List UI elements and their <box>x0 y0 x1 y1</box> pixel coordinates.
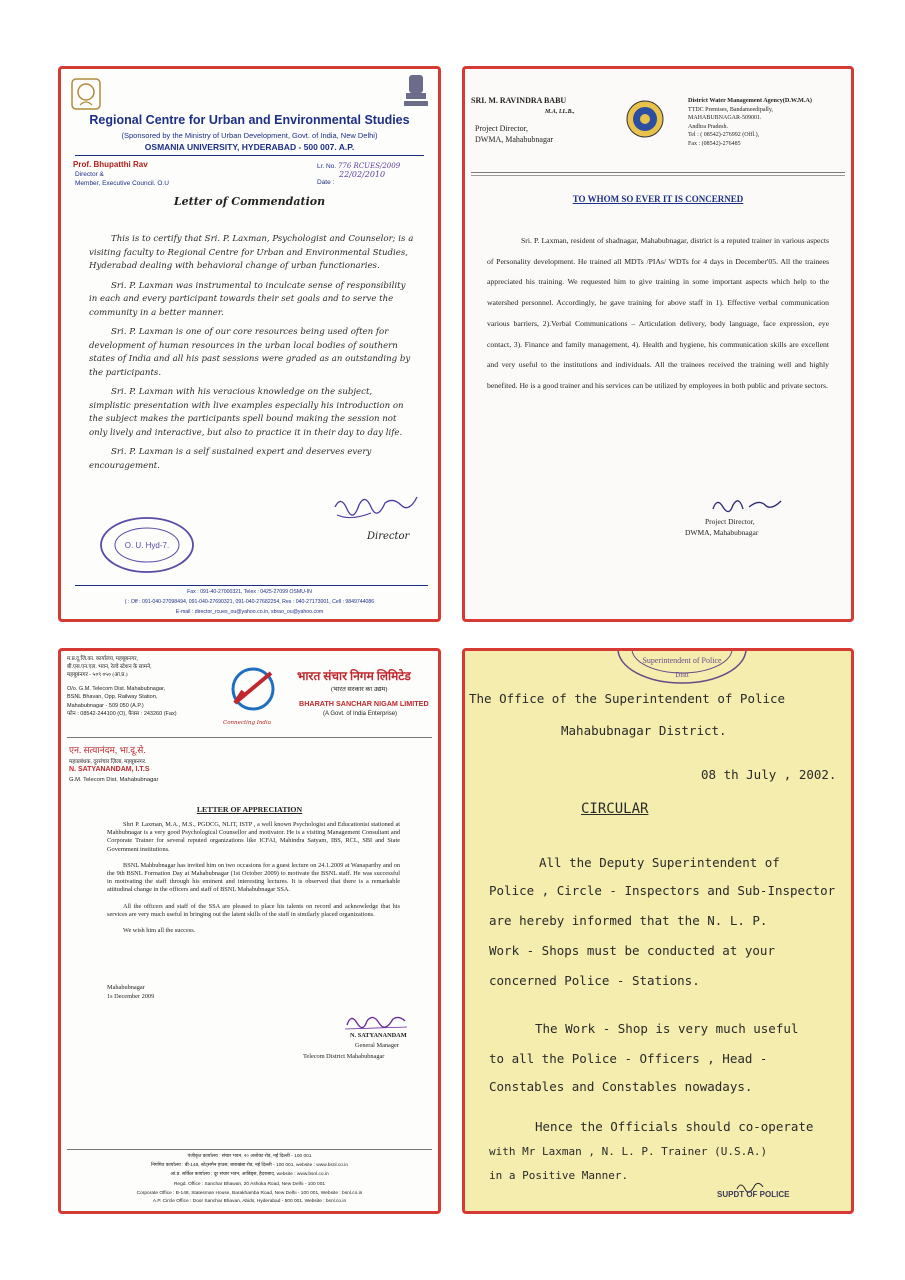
supdt-label: SUPDT OF POLICE <box>717 1190 790 1199</box>
letter-body <box>89 233 416 479</box>
circular-line: with Mr Laxman , N. L. P. Trainer (U.S.A.) <box>489 1145 768 1158</box>
sign-role: General Manager <box>355 1042 399 1049</box>
agency-line: TTDC Premises, Bandameedipally, <box>688 106 773 113</box>
hindi-address-line: बी.एस.एन.एल. भवन, रेल्वे स्टेशन के सामने, <box>67 664 152 670</box>
footer-line: A.P. Circle Office : Door Sanchar Bhavan, Abids, Hyderabad - 500 001. Website : bsnl.co.in <box>152 1199 347 1204</box>
director-signature-icon <box>331 487 421 527</box>
bsnl-logo-icon <box>225 663 281 721</box>
letter-place: Mahabubnagar <box>107 984 145 991</box>
address-line: फोन : 08542-244100 (O), फैक्स : 243260 (Fax) <box>67 710 177 717</box>
institution-seal-icon <box>97 515 197 575</box>
police-stamp-icon <box>613 648 751 687</box>
bsnl-letter-panel <box>58 648 441 1214</box>
prof-name: Prof. Bhupatthi Rav <box>73 160 148 169</box>
district-heading: Mahabubnagar District. <box>561 723 727 738</box>
footer-line: Regd. Office : Sanchar Bhawan, 20 Ashoka Road, New Delhi - 100 001 <box>173 1182 326 1187</box>
svg-text:Superintendent of Police: Superintendent of Police <box>642 656 722 665</box>
footer-fax: Fax : 091-40-27000321, Telex : 0425-27099 OSMU-IN <box>187 589 312 595</box>
sign-name: N. SATYANANDAM <box>350 1032 407 1039</box>
org-name: Regional Centre for Urban and Environmental Studies <box>89 113 410 127</box>
bsnl-hindi-name: भारत संचार निगम लिमिटेड <box>297 669 411 683</box>
paragraph: Shri P. Laxman, M.A., M.S., PGDCG, NLIT, ISTP , a well known Psychologist and Educationist stationed at Mahbubnagar is a very good Psychological Counsellor and motivator. He is a visiting Management Consultant and Corporate Trainer for several reputed organizations like ICFAI, Mahindra Satyam, IBS, RCL, SBI and State Government institutions. <box>107 821 400 853</box>
paragraph: Sri. P. Laxman with his veracious knowledge on the subject, simplistic presentation with live examples especially his introduction on the subject makes the participants spell bound making the session not only lively and interactive, but also to practice it in their day to day life. <box>89 387 404 438</box>
letter-body: Sri. P. Laxman, resident of shadnagar, Mahabubnagar, district is a reputed trainer in various aspects of Personality development. He trained all MDTs /PIAs/ WDTs for 4 days in December'05. All the trainees appreciated his training. We requested him to give training in some important aspects which help to the watershed personnel. Accordingly, he gave training for above staff in 1). Effective verbal communication various barriers, 2).Verbal Communications – Articulation delivery, body language, face expression, eye contact, 3). Finance and family management, 4). Health and hygiene, his communication skills are excellent and very useful to the institutions and individuals. All the trainees received the training well and highly benefited. He is a good trainer and his services can be utilized by employees in both public and private sectors. <box>487 236 829 390</box>
hindi-address-line: म.प्र.दू.जि.का. कार्यालय, महबूबनगर, <box>67 656 138 662</box>
letter-date: 1s December 2009 <box>107 993 155 1000</box>
bsnl-english-name: BHARATH SANCHAR NIGAM LIMITED <box>299 699 429 708</box>
agency-block <box>688 97 812 149</box>
logo-tagline: Connecting India <box>223 720 271 726</box>
letter-title: LETTER OF APPRECIATION <box>196 805 303 814</box>
police-circular-panel <box>462 648 854 1214</box>
prof-role-1: Director & <box>75 171 104 178</box>
gm-signature-icon <box>341 1011 411 1033</box>
bsnl-govt: (A Govt. of India Enterprise) <box>323 711 398 717</box>
header-rule <box>471 172 845 173</box>
address-line: Mahabubnagar - 509 050 (A.P.) <box>67 702 144 709</box>
agency-line: MAHABUBNAGAR-509001. <box>688 115 762 122</box>
letter-body <box>107 821 400 943</box>
footer-email: E-mail : director_rcues_ou@yahoo.co.in, sbrao_ou@yahoo.com <box>175 609 324 615</box>
circular-line: are hereby informed that the N. L. P. <box>489 913 768 928</box>
hindi-address-line: महबूबनगर - ५०९ ०५० (आ.प्र.) <box>67 672 128 678</box>
footer-rule <box>67 1149 432 1150</box>
english-address <box>67 685 177 718</box>
header-rule <box>75 155 424 156</box>
sender-office: DWMA, Mahabubnagar <box>475 135 554 144</box>
date-label: Date : <box>317 179 335 186</box>
circular-line: Police , Circle - Inspectors and Sub-Inspector <box>489 883 836 898</box>
sign-district: Telecom District Mahabubnagar <box>303 1053 385 1060</box>
address-line: O/o. G.M. Telecom Dist. Mahabubnagar, <box>67 686 166 692</box>
director-label: Director <box>367 531 410 542</box>
header-rule-thin <box>471 175 845 176</box>
paragraph: Sri. P. Laxman is one of our core resources being used often for development of human resources in the urban local bodies of southern states of India and all his past sessions were graded as an outstanding by the participants. <box>89 327 411 378</box>
circular-line: The Work - Shop is very much useful <box>535 1021 799 1036</box>
circular-line: Hence the Officials should co-operate <box>535 1119 814 1134</box>
letter-number-value: 776 RCUES/2009 <box>337 162 401 170</box>
gm-hindi-name: एन. सत्यानंदम, भा.दू.से. <box>69 745 146 755</box>
commendation-letter-panel <box>58 66 441 622</box>
agency-line: Andhra Pradesh. <box>688 123 728 130</box>
agency-name: District Water Management Agency(D.W.M.A) <box>688 97 812 104</box>
prof-role-2: Member, Executive Council. O.U <box>75 180 169 187</box>
letter-number-label: Lr. No. <box>317 163 337 170</box>
footer-line: आं.प्र. सर्किल कार्यालय : दूर संचार भवन, आबिड्स, हैदराबाद, website : www.bsnl.co.in <box>170 1172 329 1177</box>
paragraph: Sri. P. Laxman was instrumental to inculcate sense of responsibility in each and every participant towards their set goals and to serve the community in a better manner. <box>89 280 406 318</box>
university-emblem-icon <box>69 75 103 113</box>
sign-office: DWMA, Mahabubnagar <box>685 528 759 537</box>
date-value: 22/02/2010 <box>339 170 386 179</box>
sender-name: SRI. M. RAVINDRA BABU <box>471 96 567 105</box>
circular-line: Work - Shops must be conducted at your <box>489 943 775 958</box>
org-sponsor: (Sponsored by the Ministry of Urban Development, Govt. of India, New Delhi) <box>121 131 378 140</box>
gm-name: N. SATYANANDAM, I.T.S <box>69 766 150 773</box>
sign-role: Project Director, <box>705 517 755 526</box>
circular-line: All the Deputy Superintendent of <box>539 855 780 870</box>
circular-date: 08 th July , 2002. <box>701 767 837 782</box>
paragraph: We wish him all the success. <box>123 927 196 935</box>
gm-hindi-role: महाप्रबंधक, दूरसंचार ज़िला, महबूबनगर. <box>69 759 147 765</box>
circular-line: to all the Police - Officers , Head - <box>489 1051 768 1066</box>
sender-role: Project Director, <box>475 124 528 133</box>
agency-line: Fax : (08542)-276485 <box>688 140 741 147</box>
dwma-letter-panel <box>462 66 854 622</box>
footer-line: पंजीकृत कार्यालय : संचार भवन, २० अशोका रोड, नई दिल्ली - 100 001 <box>187 1154 312 1159</box>
paragraph: This is to certify that Sri. P. Laxman, Psychologist and Counselor; is a visiting faculty to Regional Centre for Urban and Environmental Studies, Hyderabad dealing with behavioral change of urban functionaries. <box>89 234 414 271</box>
paragraph: Sri. P. Laxman is a self sustained expert and deserves every encouragement. <box>89 447 372 471</box>
bsnl-hindi-sub: (भारत सरकार का उद्यम) <box>331 686 388 693</box>
agency-line: Tel : ( 08542)-276992 (Offl.), <box>688 132 760 139</box>
national-emblem-icon <box>401 71 431 111</box>
letter-number <box>317 162 400 170</box>
org-university: OSMANIA UNIVERSITY, HYDERABAD - 500 007. A.P. <box>144 142 355 152</box>
circular-line: in a Positive Manner. <box>489 1169 629 1182</box>
state-logo-icon <box>625 99 665 139</box>
paragraph: BSNL Mahbubnagar has invited him on two occasions for a guest lecture on 24.1.2009 at Wanaparthy and on the 9th BSNL Formation Day at Mahabubnagar (1st October 2009) to motivate the BSNL staff. He was successful in motivating the staff through his eminent and interesting lectures. It is observed that there is a remarkable attitudinal change in the officers and staff of BSNL Mahabubnagar SSA. <box>107 861 400 894</box>
header-rule <box>67 737 432 738</box>
svg-text:Distt: Distt <box>675 671 689 679</box>
footer-phone: ( : Off : 091-040-27098494, 091-040-27690321, 091-040-27682254, Res : 040-27173001, Cell : 9849744086 <box>124 599 375 605</box>
letter-title: TO WHOM SO EVER IT IS CONCERNED <box>572 194 744 204</box>
footer-line: निगमित कार्यालय : बी-148, स्टेट्समैन हाउस, बाराखंबा रोड, नई दिल्ली - 100 001, website : www.bsnl.co.in <box>150 1163 349 1168</box>
paragraph: All the officers and staff of the SSA are pleased to place his talents on record and acknowledge that his services are very much useful in bringing out the latent skills of the staff in similarly placed organizations. <box>107 902 400 918</box>
letter-title: Letter of Commendation <box>173 195 326 208</box>
sender-quals: M.A, LL.B., <box>545 109 575 115</box>
footer-line: Corporate Office : B-148, Statesman House, Barakhamba Road, New Delhi - 100 001, Website : bsnl.co.in <box>136 1191 363 1196</box>
footer-rule <box>75 585 428 586</box>
circular-line: Constables and Constables nowadays. <box>489 1079 753 1094</box>
address-line: BSNL Bhavan, Opp. Railway Station, <box>67 694 158 701</box>
circular-title: CIRCULAR <box>581 801 649 817</box>
gm-role: G.M. Telecom Dist. Mahabubnagar <box>69 777 159 783</box>
circular-line: concerned Police - Stations. <box>489 973 700 988</box>
office-heading: The Office of the Superintendent of Police <box>469 691 786 706</box>
svg-text:O. U. Hyd-7.: O. U. Hyd-7. <box>124 541 170 550</box>
